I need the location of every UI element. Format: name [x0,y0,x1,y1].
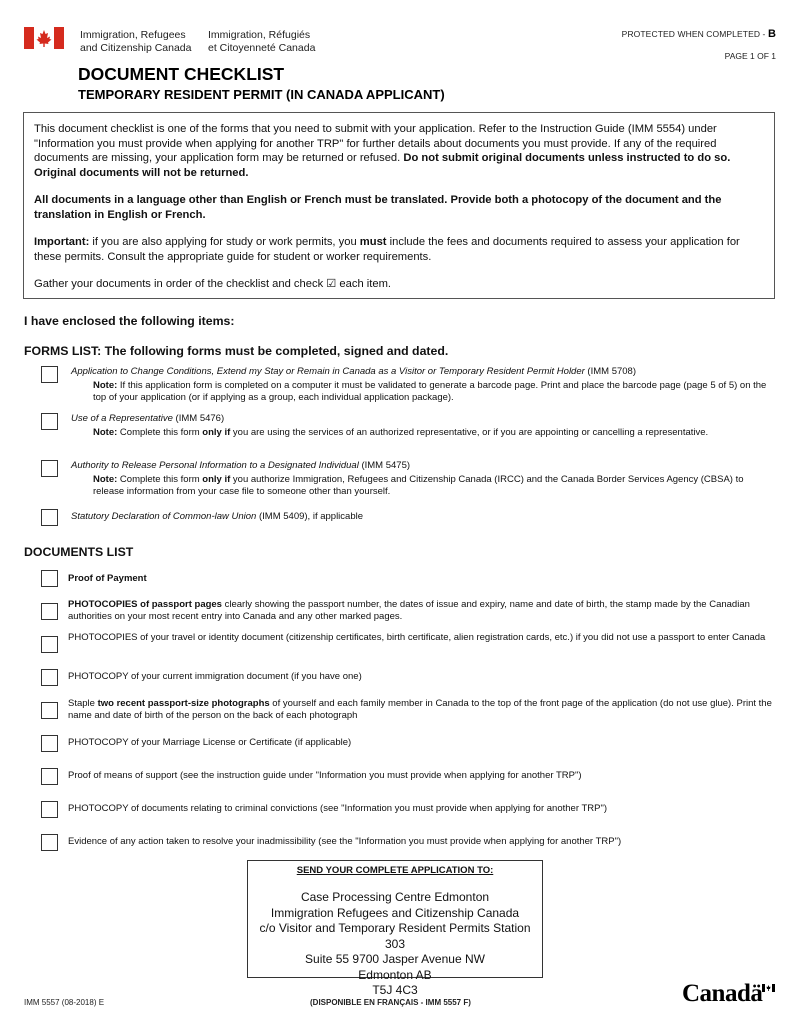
doc-text-pre: Staple [68,698,98,709]
form-checkbox-imm5476[interactable] [41,413,58,430]
page-number: PAGE 1 OF 1 [724,51,776,61]
note-text-a: Complete this form [117,474,203,485]
doc-bold-text: two recent passport-size photographs [97,698,270,709]
note-only-if: only if [202,427,231,438]
intro-paragraph-3 [34,235,764,264]
doc-bold-text: Proof of Payment [68,573,147,584]
intro-p3-text-a: if you are also applying for study or work permits, you [89,236,360,248]
intro-p3-text-b: include the fees and documents required to assess your application for these permits. Consult the appropriate guide for student or worker requirements. [34,236,740,263]
doc-item-travel-document: PHOTOCOPIES of your travel or identity document (citizenship certificates, birth certificate, alien registration cards, etc.) if you did not use a passport to enter Canada [68,632,766,643]
doc-checkbox-immigration-document[interactable] [41,669,58,686]
form-number: IMM 5557 (08-2018) E [24,998,105,1007]
form-title: Statutory Declaration of Common-law Union [71,511,257,522]
dept-fr-line1: Immigration, Réfugiés [208,29,311,41]
doc-checkbox-proof-of-payment[interactable] [41,570,58,587]
doc-item-marriage-license: PHOTOCOPY of your Marriage License or Certificate (if applicable) [68,737,352,748]
doc-item-means-of-support: Proof of means of support (see the instruction guide under "Information you must provide when applying for another TRP") [68,770,582,781]
address-line: c/o Visitor and Temporary Resident Permits Station 303 [259,921,531,951]
mailing-address-box [247,860,543,997]
form-checkbox-imm5409[interactable] [41,509,58,526]
doc-text: clearly showing the passport number, the dates of issue and expiry, name and date of birth, the stamp made by the Canadian authorities on your most recent entry into Canada and any other marked pages. [68,599,750,622]
doc-item-photographs [68,698,773,722]
forms-list-heading: FORMS LIST: The following forms must be completed, signed and dated. [24,344,449,358]
intro-paragraph-2 [34,193,764,222]
doc-checkbox-inadmissibility[interactable] [41,834,58,851]
form-code: (IMM 5708) [584,366,637,377]
note-text-a: Complete this form [117,427,203,438]
form-item-imm5409 [71,511,771,523]
address-line: Suite 55 9700 Jasper Avenue NW [305,952,485,966]
form-item-imm5476 [71,413,771,439]
form-note [71,474,771,498]
form-code: (IMM 5475) [358,460,411,471]
intro-p1-bold: Do not submit original documents unless instructed to do so. Original documents will not be returned. [34,152,731,179]
address-line: Immigration Refugees and Citizenship Canada [270,905,520,920]
doc-checkbox-travel-document[interactable] [41,636,58,653]
doc-checkbox-passport-pages[interactable] [41,603,58,620]
address-line: T5J 4C3 [372,983,418,997]
doc-checkbox-marriage-license[interactable] [41,735,58,752]
canada-flag-icon [24,27,64,49]
note-text-b: you authorize Immigration, Refugees and Citizenship Canada (IRCC) and the Canada Border Services Agency (CBSA) to release information from your case file to someone other than yourself. [93,474,744,497]
address-line: Case Processing Centre Edmonton [300,890,490,904]
french-version-note: (DISPONIBLE EN FRANÇAIS - IMM 5557 F) [310,998,471,1007]
doc-item-immigration-document: PHOTOCOPY of your current immigration document (if you have one) [68,671,362,682]
note-text: If this application form is completed on a computer it must be validated to generate a barcode page. Print and place the barcode page (page 5 of 5) on the top of your application (or if applying as a group, each individual application package). [93,380,767,403]
note-label: Note: [93,474,118,485]
form-code: (IMM 5476) [172,413,225,424]
form-code: (IMM 5409), if applicable [256,511,364,522]
wordmark-flag-icon [762,984,775,992]
dept-en-line2: and Citizenship Canada [80,42,192,54]
department-name-english [80,29,192,55]
doc-item-passport-pages [68,599,773,623]
doc-checkbox-means-of-support[interactable] [41,768,58,785]
form-checkbox-imm5708[interactable] [41,366,58,383]
doc-checkbox-criminal-convictions[interactable] [41,801,58,818]
form-checkbox-imm5475[interactable] [41,460,58,477]
intro-p3-must: must [359,236,387,248]
doc-checkbox-photographs[interactable] [41,702,58,719]
intro-p1-text: This document checklist is one of the forms that you need to submit with your application. Refer to the Instruction Guide (IMM 5554) under "Information you must provide when applying for another TRP" for further details about documents you must provide. If any of the required documents are missing, your application form may be returned or refused. [34,123,717,164]
page-title: DOCUMENT CHECKLIST [78,64,285,84]
intro-important-label: Important: [34,236,90,248]
doc-item-criminal-convictions: PHOTOCOPY of documents relating to criminal convictions (see "Information you must provide when applying for another TRP") [68,803,607,814]
canada-wordmark: Canadä [682,980,763,1007]
form-title: Authority to Release Personal Information to a Designated Individual [71,460,359,471]
doc-bold-text: PHOTOCOPIES of passport pages [68,599,222,610]
form-item-imm5708 [71,366,771,404]
send-heading: SEND YOUR COMPLETE APPLICATION TO: [296,865,494,876]
note-only-if: only if [202,474,231,485]
form-title: Use of a Representative [71,413,173,424]
form-note [71,380,771,404]
instructions-box [23,112,775,299]
doc-item-inadmissibility: Evidence of any action taken to resolve your inadmissibility (see the "Information you must provide when applying for another TRP") [68,836,622,847]
department-name-french [208,29,315,55]
form-item-imm5475 [71,460,771,498]
protected-label: PROTECTED WHEN COMPLETED - [621,29,766,39]
enclosed-heading: I have enclosed the following items: [24,314,235,328]
doc-text: of yourself and each family member in Canada to the top of the front page of the application (do not use glue). Print the name and date of birth of the person on the back of each photograph [68,698,772,721]
intro-paragraph-1 [34,122,764,180]
mailing-address [248,890,542,999]
protected-status [622,28,776,40]
note-label: Note: [93,427,118,438]
dept-fr-line2: et Citoyenneté Canada [208,42,316,54]
note-text-b: you are using the services of an authorized representative, or if you are appointing or cancelling a representative. [230,427,709,438]
page-subtitle: TEMPORARY RESIDENT PERMIT (IN CANADA APPLICANT) [78,87,445,102]
form-note [71,427,771,439]
dept-en-line1: Immigration, Refugees [80,29,186,41]
note-label: Note: [93,380,118,391]
address-line: Edmonton AB [358,967,432,982]
protected-level: B [767,28,776,40]
documents-list-heading: DOCUMENTS LIST [24,545,134,559]
form-title: Application to Change Conditions, Extend my Stay or Remain in Canada as a Visitor or Temporary Resident Permit Holder [71,366,585,377]
intro-p2-bold: All documents in a language other than English or French must be translated. Provide both a photocopy of the document and the translation in English or French. [34,194,722,221]
doc-item-proof-of-payment [68,573,773,585]
intro-paragraph-4: Gather your documents in order of the checklist and check ☑ each item. [34,278,392,290]
